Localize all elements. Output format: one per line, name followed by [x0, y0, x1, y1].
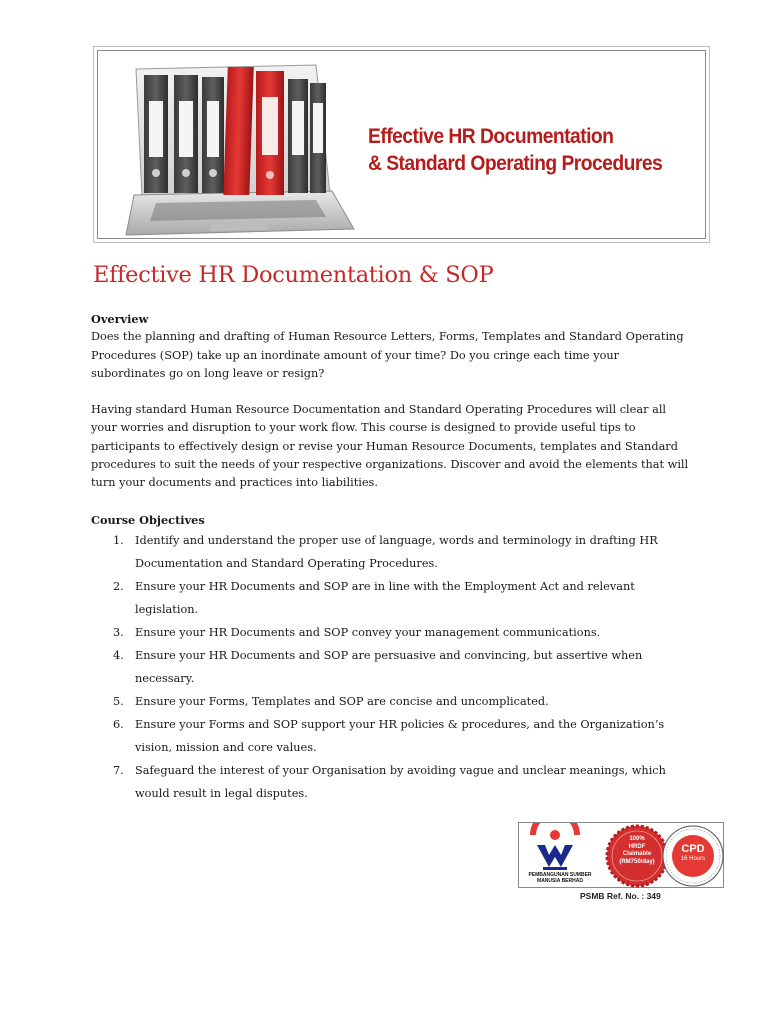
objective-number: 3.	[113, 625, 124, 639]
course-description	[91, 310, 691, 805]
objective-text: Safeguard the interest of your Organisation by avoiding vague and unclear meanings, which would result in legal disputes.	[135, 763, 666, 800]
objective-number: 7.	[113, 763, 124, 777]
psmb-logo-icon	[533, 823, 577, 870]
hrdf-line2: HRDF	[628, 843, 646, 850]
objective-number: 5.	[113, 694, 124, 708]
overview-paragraph-1: Does the planning and drafting of Human Resource Letters, Forms, Templates and Standard Operating Procedures (SOP) take up an inordinate amount of your time? Do you cringe each time your subordinates go on long leave or resign?	[91, 330, 684, 380]
cpd-title: CPD	[681, 843, 705, 855]
psmb-name-line1: PEMBANGUNAN SUMBER	[528, 872, 592, 878]
objective-text: Ensure your HR Documents and SOP are persuasive and convincing, but assertive when necessary.	[135, 648, 643, 685]
cpd-seal-text	[673, 843, 713, 863]
objective-text: Ensure your Forms and SOP support your HR policies & procedures, and the Organization’s vision, mission and core values.	[135, 717, 665, 754]
objective-item	[91, 529, 691, 575]
objective-item	[91, 759, 691, 805]
certification-box	[518, 822, 724, 888]
psmb-name	[524, 872, 596, 884]
objective-number: 4.	[113, 648, 124, 662]
page-title: Effective HR Documentation & SOP	[93, 262, 494, 288]
objective-item	[91, 575, 691, 621]
objective-item	[91, 644, 691, 690]
objective-item	[91, 713, 691, 759]
overview-paragraph-2: Having standard Human Resource Documentation and Standard Operating Procedures will clear all your worries and disruption to your work flow. This course is designed to provide useful tips to participants to effectively design or revise your Human Resource Documents, templates and Standard procedures to suit the needs of your respective organizations. Discover and avoid the elements that will turn your documents and practices into liabilities.	[91, 403, 689, 490]
objective-item	[91, 690, 691, 713]
objective-number: 2.	[113, 579, 124, 593]
hrdf-line4: (RM750/day)	[619, 858, 655, 865]
hrdf-line1: 100%	[629, 836, 645, 842]
certification-badges	[518, 822, 724, 906]
objective-text: Ensure your Forms, Templates and SOP are concise and uncomplicated.	[135, 694, 549, 708]
objectives-heading: Course Objectives	[91, 512, 205, 527]
header-banner	[93, 46, 710, 243]
psmb-name-line2: MANUSIA BERHAD	[537, 878, 583, 884]
hrdf-line3: Claimable	[622, 851, 652, 857]
overview-heading: Overview	[91, 312, 149, 326]
banner-title-line1: Effective HR Documentation	[368, 125, 614, 148]
banner-inner-frame	[97, 50, 706, 239]
objective-text: Identify and understand the proper use of language, words and terminology in drafting HR Documentation and Standard Operating Procedures.	[135, 533, 658, 570]
banner-title-line2: & Standard Operating Procedures	[368, 152, 663, 175]
objective-text: Ensure your HR Documents and SOP are in line with the Employment Act and relevant legislation.	[135, 579, 635, 616]
cpd-hours: 16 Hours	[680, 856, 706, 862]
laptop-binders-illustration	[116, 61, 356, 241]
objective-number: 1.	[113, 533, 124, 547]
objective-number: 6.	[113, 717, 124, 731]
banner-title	[368, 123, 662, 177]
objective-item	[91, 621, 691, 644]
psmb-reference-number: PSMB Ref. No. : 349	[580, 891, 661, 901]
hrdf-seal-text	[615, 836, 659, 866]
objective-text: Ensure your HR Documents and SOP convey your management communications.	[135, 625, 601, 639]
objectives-list	[91, 529, 691, 805]
